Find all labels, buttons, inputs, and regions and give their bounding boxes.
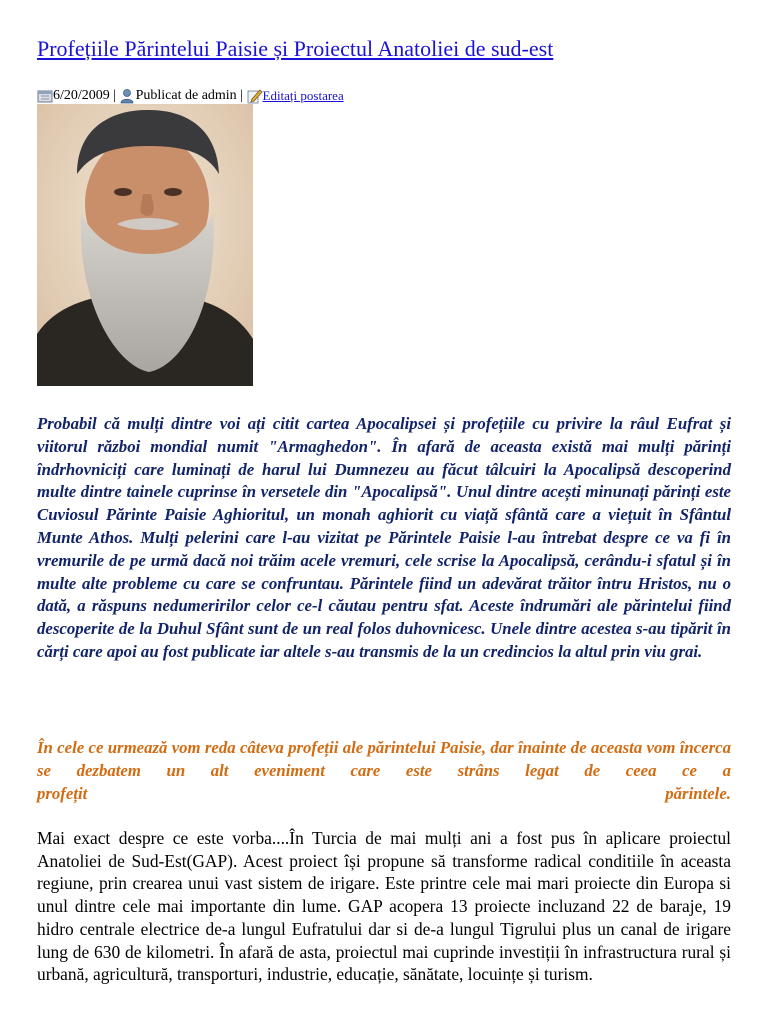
meta-separator: |: [236, 88, 247, 103]
edit-post-link[interactable]: Editați postarea: [262, 88, 344, 103]
calendar-icon: [37, 88, 53, 104]
edit-pencil-icon[interactable]: [247, 88, 263, 104]
highlight-last-line: [37, 783, 731, 806]
portrait-photo: [37, 104, 253, 386]
intro-paragraph: Probabil că mulți dintre voi ați citit cartea Apocalipsei și profețiile cu privire la râul Eufrat și viitorul război mondial numit "Armaghedon". În afară de aceasta există mai mulți părinți îndrhovniciți care luminați de harul lui Dumnezeu au făcut tâlcuiri la Apocalipsă descoperind multe dintre tainele cuprinse în versetele din "Apocalipsă". Unul dintre acești minunați părinți este Cuviosul Părinte Paisie Aghioritul, un monah aghiorit cu viață sfântă care a viețuit în Sfântul Munte Athos. Mulți pelerini care l-au vizitat pe Părintele Paisie l-au întrebat despre ce va fi în vremurile de pe urmă dacă noi trăim acele vremuri, cele scrise la Apocalipsă, cerându-i sfatul și în multe alte probleme cu care se confruntau. Părintele fiind un adevărat trăitor întru Hristos, nu o dată, a răspuns nedumeririlor celor ce-l căutau pentru sfat. Aceste îndrumări ale părintelui fiind descoperite de la Duhul Sfânt sunt de un real folos duhovnicesc. Unele dintre acestea s-au tipărit în cărți care apoi au fost publicate iar altele s-au transmis de la un credincios la altul prin viu grai.: [37, 414, 731, 661]
highlight-word: profețit: [37, 783, 88, 803]
body-paragraph: Mai exact despre ce este vorba....În Turcia de mai mulți ani a fost pus în aplicare proiectul Anatoliei de Sud-Est(GAP). Acest proiect își propune să transforme radical conditiile în aceasta regiune, prin crearea unui vast sistem de irigare. Este printre cele mai mari proiecte din Europa si unul dintre cele mai importante din lume. GAP acopera 13 proiecte incluzand 22 de baraje, 19 hidro centrale electrice de-a lungul Eufratului dar si de-a lungul Tigrului plus un canal de irigare lung de 630 de kilometri. În afară de asta, proiectul mai cuprinde investiții în infrastructura rural și urbană, agricultură, transporturi, industrie, educație, sănătate, locuințe și turism.: [37, 828, 731, 985]
meta-separator: |: [109, 88, 120, 103]
user-icon: [120, 88, 136, 104]
highlight-word: părintele.: [665, 783, 731, 803]
post-meta: [37, 86, 344, 106]
highlight-paragraph: [37, 737, 731, 805]
post-author: Publicat de admin: [135, 88, 237, 103]
post-title[interactable]: Profețiile Părintelui Paisie și Proiectul Anatoliei de sud-est: [37, 36, 554, 61]
highlight-text: În cele ce urmează vom reda câteva profeții ale părintelui Paisie, dar înainte de aceasta vom încerca se dezbatem un alt eveniment care este strâns legat de ceea ce a: [37, 738, 731, 780]
post-date: 6/20/2009: [53, 88, 110, 103]
